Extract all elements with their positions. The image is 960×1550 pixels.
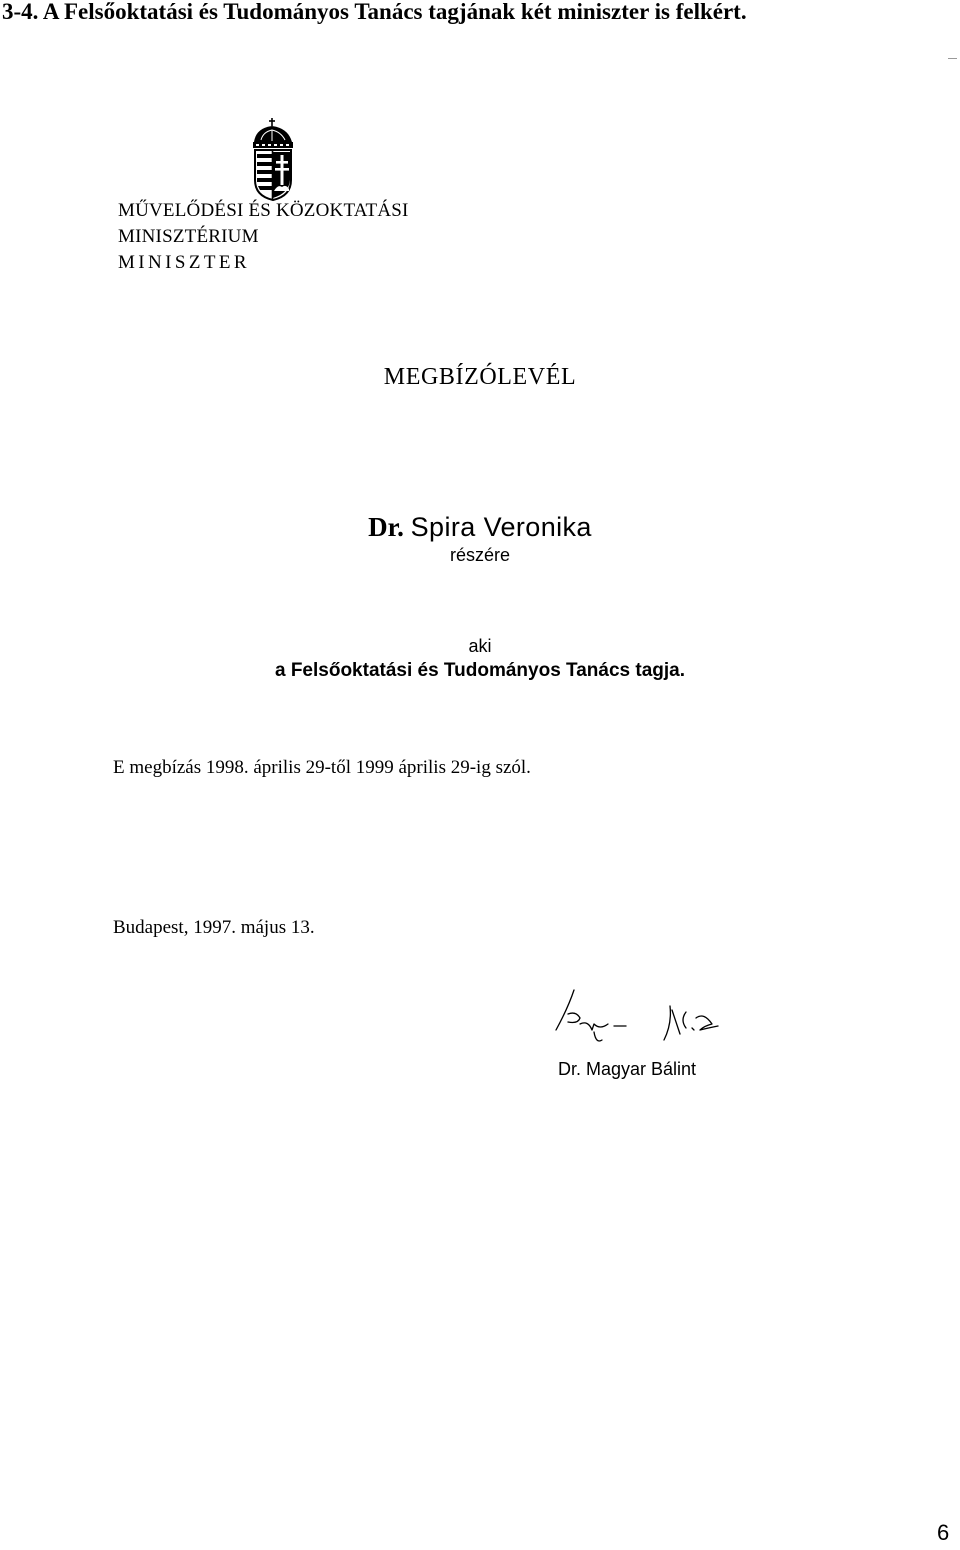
letterhead [118,198,409,276]
validity-statement: E megbízás 1998. április 29-től 1999 április 29-ig szól. [113,757,531,778]
ministry-name-line2: MINISZTÉRIUM [118,226,259,247]
ministry-name-line1: MŰVELŐDÉSI ÉS KÖZOKTATÁSI [118,200,409,221]
recipient-for: részére [449,545,511,565]
page-caption: 3-4. A Felsőoktatási és Tudományos Tanács tagjának két miniszter is felkért. [2,0,747,24]
scan-mark [948,58,957,59]
handwritten-signature-icon [552,984,724,1056]
recipient-fullname: Spira Veronika [410,512,592,542]
body-membership: a Felsőoktatási és Tudományos Tanács tagja. [274,660,686,681]
recipient-prefix: Dr. [368,512,404,542]
recipient-name [0,512,960,543]
place-date: Budapest, 1997. május 13. [113,917,315,938]
minister-title: MINISZTER [118,252,250,273]
document-title: MEGBÍZÓLEVÉL [383,364,577,390]
body-who: aki [468,636,492,656]
page-number: 6 [937,1520,950,1545]
hungarian-coat-of-arms-icon [251,118,297,202]
signer-name: Dr. Magyar Bálint [558,1059,697,1079]
